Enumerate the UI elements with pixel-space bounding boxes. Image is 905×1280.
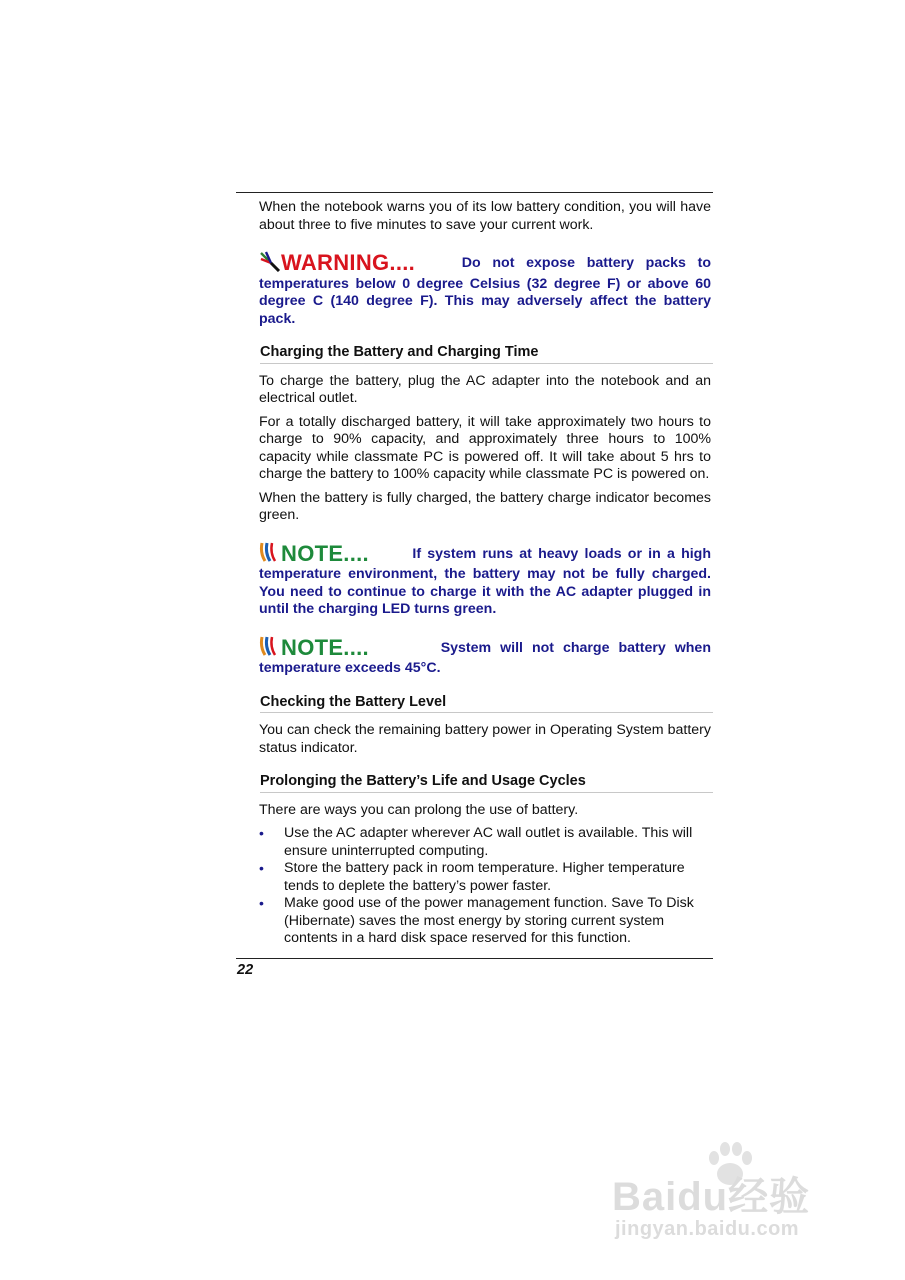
list-item-text: Make good use of the power management function. Save To Disk (Hibernate) saves the most energy by storing current system contents in a hard disk space reserved for this function.	[284, 895, 694, 946]
list-item-text: Store the battery pack in room temperature. Higher temperature tends to deplete the battery’s power faster.	[284, 860, 685, 894]
charging-paragraph-1: To charge the battery, plug the AC adapter into the notebook and an electrical outlet.	[259, 372, 711, 406]
warning-text: Do not expose battery packs to temperatures below 0 degree Celsius (32 degree F) or above 60 degree C (140 degree F). This may adversely affect the battery pack.	[259, 255, 711, 327]
prolong-paragraph: There are ways you can prolong the use of battery.	[259, 801, 579, 818]
intro-paragraph: When the notebook warns you of its low battery condition, you will have about three to five minutes to save your current work.	[259, 199, 711, 233]
watermark-logo: Baidu经验	[612, 1175, 811, 1219]
page-content	[259, 199, 711, 948]
note-label-1: NOTE....	[281, 540, 369, 566]
bottom-rule	[236, 958, 713, 959]
note-callout-1	[259, 541, 711, 619]
bullet-icon: •	[259, 860, 264, 876]
note-badge-2	[259, 635, 369, 661]
charging-paragraph-2: For a totally discharged battery, it will take approximately two hours to charge to 90% capacity, and approximately three hours to 100% capacity while classmate PC is powered off. It will take about 5 hrs to charge the battery to 100% capacity while classmate PC is powered on.	[259, 413, 711, 482]
bullet-icon: •	[259, 825, 264, 841]
note-swoosh-icon	[259, 635, 281, 657]
list-item-text: Use the AC adapter wherever AC wall outlet is available. This will ensure uninterrupted computing.	[284, 825, 693, 859]
warning-arrows-icon	[259, 250, 281, 272]
top-rule	[236, 192, 713, 193]
note-text-1: If system runs at heavy loads or in a high temperature environment, the battery may not be fully charged. You need to continue to charge it with the AC adapter plugged in until the charging LED turns green.	[259, 545, 712, 617]
warning-callout	[259, 250, 711, 328]
bullet-icon: •	[259, 895, 264, 911]
page-number: 22	[237, 962, 254, 978]
list-item	[259, 895, 711, 948]
charging-paragraph-3: When the battery is fully charged, the battery charge indicator becomes green.	[259, 489, 711, 523]
list-item	[259, 860, 711, 895]
prolong-heading: Prolonging the Battery’s Life and Usage Cycles	[260, 773, 713, 793]
note-swoosh-icon	[259, 541, 281, 563]
watermark-url: jingyan.baidu.com	[615, 1218, 800, 1240]
warning-badge	[259, 250, 415, 276]
battery-level-paragraph: You can check the remaining battery power in Operating System battery status indicator.	[259, 722, 711, 756]
warning-label: WARNING....	[281, 250, 416, 275]
prolong-list	[259, 825, 711, 948]
note-callout-2	[259, 635, 711, 678]
list-item	[259, 825, 711, 860]
note-label-2: NOTE....	[281, 634, 369, 660]
battery-level-heading: Checking the Battery Level	[260, 694, 713, 714]
note-text-2: System will not charge battery when temperature exceeds 45°C.	[259, 639, 711, 676]
note-badge-1	[259, 541, 369, 567]
charging-heading: Charging the Battery and Charging Time	[260, 344, 713, 364]
watermark	[612, 1140, 852, 1250]
